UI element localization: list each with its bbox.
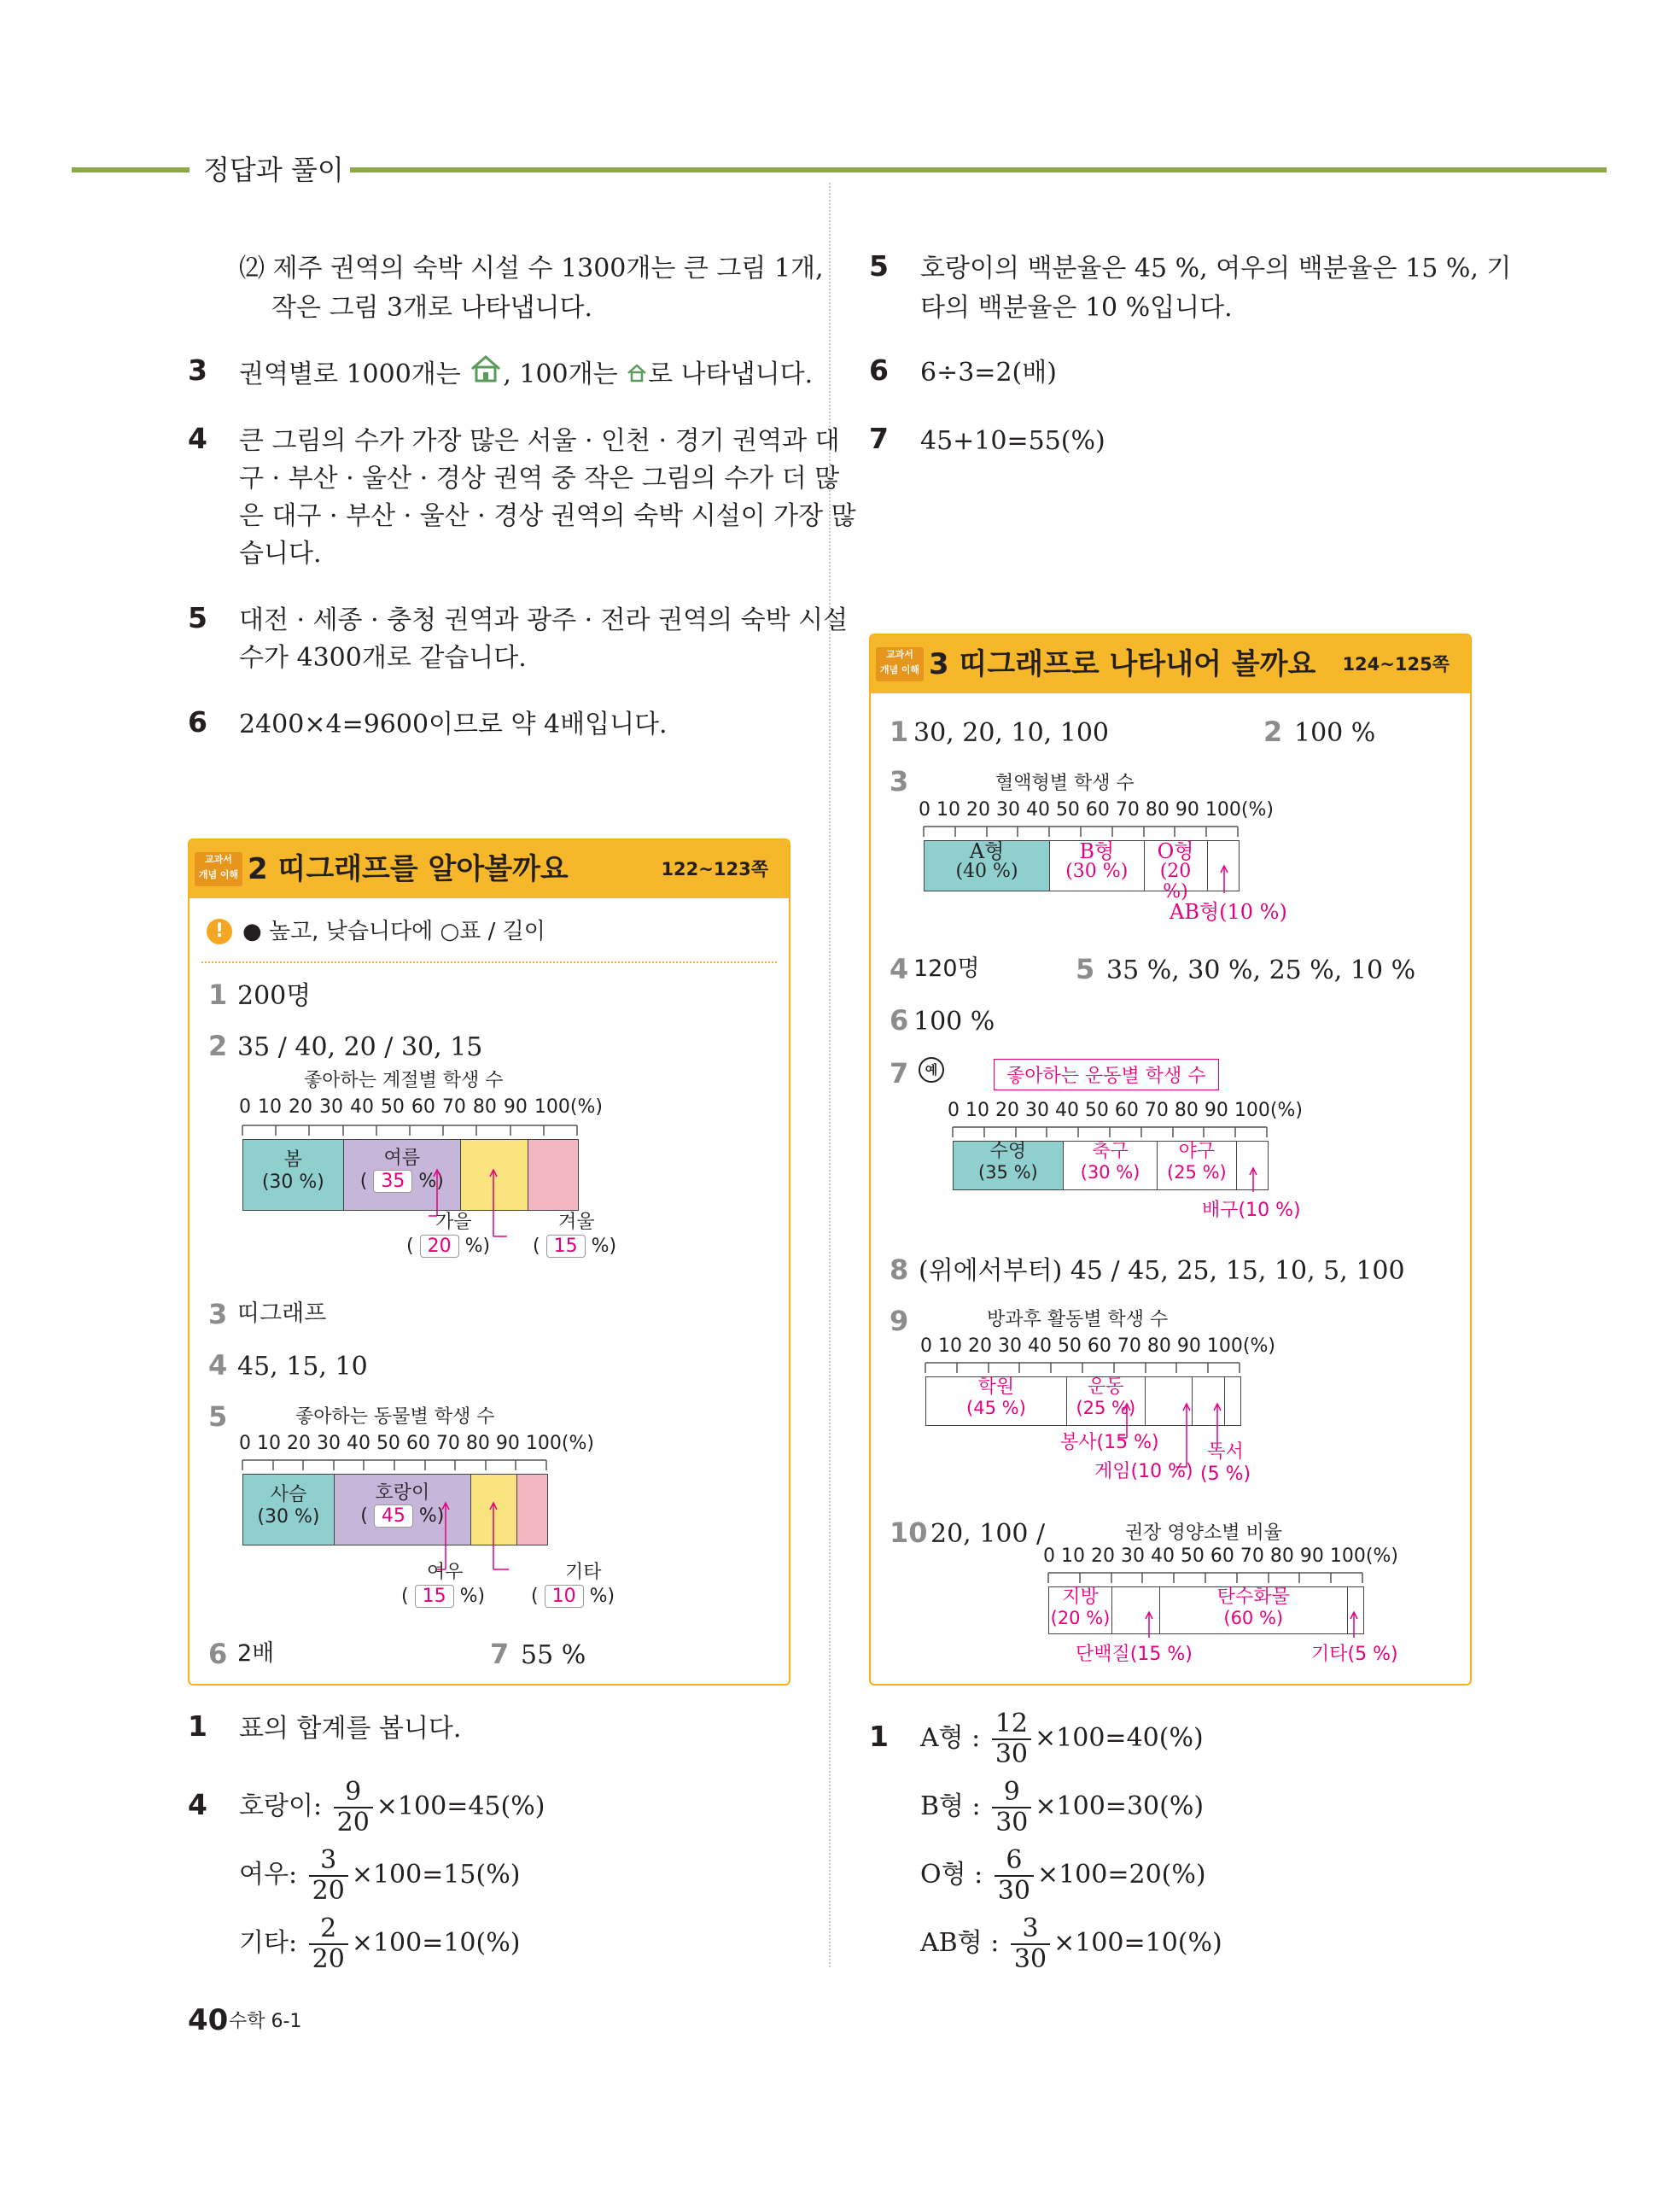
concept-box-3-title: 3 띠그래프로 나타내어 볼까요 bbox=[929, 647, 1316, 681]
chart3-seg-o bbox=[1145, 839, 1208, 903]
solr1-row4-fraction bbox=[1011, 1914, 1050, 1974]
chart3-arrow bbox=[1217, 862, 1234, 897]
chart6-seg-fat bbox=[1049, 1587, 1112, 1633]
page-number: 40 bbox=[188, 2003, 229, 2037]
chart4-seg3-value: (25 %) bbox=[1167, 1162, 1227, 1183]
box3-a5-number: 5 bbox=[1076, 953, 1095, 985]
chart2-seg2-label: 호랑이 bbox=[375, 1482, 430, 1504]
solution-r1-row4 bbox=[920, 1909, 1222, 1978]
box3-a8-number: 8 bbox=[890, 1253, 909, 1286]
solution-4-row2 bbox=[239, 1841, 520, 1909]
solr1-row4-den: 30 bbox=[1013, 1944, 1047, 1974]
answer-4-number: 4 bbox=[188, 422, 207, 455]
sol4-row1-num: 9 bbox=[334, 1778, 373, 1808]
box3-a10-number: 10 bbox=[890, 1516, 928, 1549]
box2-a7-number: 7 bbox=[490, 1638, 510, 1670]
footer-subject: 수학 6-1 bbox=[229, 2011, 302, 2032]
box3-a9-number: 9 bbox=[890, 1305, 909, 1337]
answer-r6-number: 6 bbox=[869, 353, 889, 387]
answer-4-line1: 큰 그림의 수가 가장 많은 서울 · 인천 · 경기 권역과 대 bbox=[239, 426, 840, 456]
chart2-ticks bbox=[239, 1457, 563, 1474]
sol4-row1-fraction bbox=[334, 1778, 373, 1838]
answer-3-text-a: 권역별로 1000개는 bbox=[239, 359, 461, 389]
sol4-row2-label: 여우: bbox=[239, 1860, 298, 1890]
chart5-seg-academy bbox=[926, 1377, 1067, 1425]
chart2-seg2-valuewrap: ( 45 %) bbox=[360, 1505, 445, 1527]
chart4-seg-soccer bbox=[1064, 1142, 1158, 1189]
box2-a2-text: 35 / 40, 20 / 30, 15 bbox=[237, 1032, 483, 1062]
box3-a7-number: 7 bbox=[890, 1057, 909, 1090]
chart1-seg1-label: 봄 bbox=[283, 1149, 302, 1171]
answer-2-2-line2: 작은 그림 3개로 나타냅니다. bbox=[271, 293, 593, 323]
box2-a6-text: 2배 bbox=[237, 1640, 275, 1667]
answer-4-line4: 습니다. bbox=[239, 539, 322, 569]
answer-r5-number: 5 bbox=[869, 249, 889, 283]
chart4-scale: 0 10 20 30 40 50 60 70 80 90 100(%) bbox=[948, 1100, 1303, 1121]
example-mark: 예 bbox=[919, 1057, 944, 1083]
chart4-title: 좋아하는 운동별 학생 수 bbox=[994, 1059, 1219, 1090]
box3-a4-text: 120명 bbox=[913, 955, 980, 982]
note-divider bbox=[201, 961, 777, 963]
solr1-row2-label: B형 : bbox=[920, 1791, 981, 1821]
chart6-seg1-label: 지방 bbox=[1062, 1586, 1099, 1608]
chart4-seg1-value: (35 %) bbox=[978, 1162, 1038, 1183]
answer-4-line2: 구 · 부산 · 울산 · 경상 권역 중 작은 그림의 수가 더 많 bbox=[239, 464, 840, 494]
chart2-fox-label: 여우 bbox=[427, 1562, 464, 1583]
chart2-scale: 0 10 20 30 40 50 60 70 80 90 100(%) bbox=[239, 1433, 594, 1454]
solr1-row2-den: 30 bbox=[995, 1808, 1029, 1838]
concept-box-2 bbox=[188, 838, 790, 1686]
badge-line1: 교과서 bbox=[886, 649, 913, 660]
answer-5-line1: 대전 · 세종 · 충청 권역과 광주 · 전라 권역의 숙박 시설 bbox=[239, 605, 849, 635]
answer-6-number: 6 bbox=[188, 705, 207, 739]
answer-4-line3: 은 대구 · 부산 · 울산 · 경상 권역의 숙박 시설이 가장 많 bbox=[239, 501, 856, 531]
box3-a3-number: 3 bbox=[890, 765, 909, 798]
answer-r7-text: 45+10=55(%) bbox=[920, 426, 1105, 456]
chart1-seg1-value: (30 %) bbox=[261, 1171, 324, 1193]
concept-box-3 bbox=[869, 634, 1472, 1686]
chart4-volleyball-label: 배구(10 %) bbox=[1202, 1200, 1301, 1221]
sol4-row3-fraction bbox=[309, 1914, 348, 1974]
answer-r5-line2: 타의 백분율은 10 %입니다. bbox=[920, 293, 1233, 323]
solr1-row2-fraction bbox=[992, 1778, 1031, 1838]
chart1-winter-answer: 15 bbox=[546, 1235, 586, 1258]
chart3-seg1-label: A형 bbox=[969, 839, 1005, 863]
chart3-seg2-label: B형 bbox=[1079, 839, 1115, 863]
chart1-seg-spring bbox=[243, 1140, 344, 1210]
solr1-row1-num: 12 bbox=[992, 1709, 1031, 1740]
concept-box-2-pages: 122~123쪽 bbox=[661, 859, 768, 879]
box2-a3-text: 띠그래프 bbox=[237, 1300, 327, 1327]
answer-3-number: 3 bbox=[188, 353, 207, 387]
box3-a2-text: 100 % bbox=[1294, 718, 1376, 748]
solr1-row3-num: 6 bbox=[995, 1846, 1034, 1877]
solr1-row1-label: A형 : bbox=[920, 1723, 981, 1753]
big-house-icon bbox=[469, 359, 503, 389]
chart5-volunteer-label: 봉사(15 %) bbox=[1060, 1432, 1159, 1453]
chart5-reading-value: (5 %) bbox=[1200, 1464, 1251, 1485]
answer-6-text: 2400×4=9600이므로 약 4배입니다. bbox=[239, 710, 668, 739]
chart2-fox-answer: 15 bbox=[415, 1585, 454, 1608]
chart1-autumn-label: 가을 bbox=[435, 1212, 472, 1233]
chart3-seg1-value: (40 %) bbox=[955, 861, 1018, 882]
chart2-seg2-answer: 45 bbox=[374, 1504, 413, 1528]
chart1-autumn-answer: 20 bbox=[420, 1235, 459, 1258]
solution-4-number: 4 bbox=[188, 1788, 207, 1821]
answer-5-number: 5 bbox=[188, 601, 207, 634]
badge-line1: 교과서 bbox=[205, 854, 232, 865]
chart1-ticks bbox=[239, 1122, 598, 1139]
chart2-other-value: ( 10 %) bbox=[531, 1586, 615, 1607]
sol4-row2-rest: ×100=15(%) bbox=[351, 1860, 521, 1890]
sol4-row2-num: 3 bbox=[309, 1846, 348, 1877]
chart3-ab-label: AB형(10 %) bbox=[1170, 900, 1287, 924]
sol4-row1-rest: ×100=45(%) bbox=[376, 1791, 545, 1821]
chart5-seg1-label: 학원 bbox=[977, 1376, 1015, 1398]
chart2-seg1-value: (30 %) bbox=[257, 1506, 320, 1528]
chart1-scale: 0 10 20 30 40 50 60 70 80 90 100(%) bbox=[239, 1096, 603, 1118]
chart5-seg2-label: 운동 bbox=[1088, 1376, 1124, 1398]
solr1-row1-den: 30 bbox=[995, 1739, 1029, 1769]
chart4-seg1-label: 수영 bbox=[989, 1141, 1027, 1162]
chart3-bar bbox=[924, 839, 1240, 903]
box2-a4-text: 45, 15, 10 bbox=[237, 1352, 368, 1382]
sol4-row2-den: 20 bbox=[312, 1876, 345, 1906]
solr1-row1-rest: ×100=40(%) bbox=[1035, 1723, 1204, 1753]
answer-r6-text: 6÷3=2(배) bbox=[920, 358, 1057, 388]
chart4-seg2-label: 축구 bbox=[1092, 1141, 1129, 1162]
box3-a4-number: 4 bbox=[890, 953, 909, 985]
concept-box-3-pages: 124~125쪽 bbox=[1342, 654, 1450, 675]
answer-3-text-c: 로 나타냅니다. bbox=[648, 359, 814, 389]
sol4-row3-rest: ×100=10(%) bbox=[351, 1928, 521, 1958]
solr1-row3-rest: ×100=20(%) bbox=[1036, 1860, 1206, 1890]
chart4-ticks bbox=[949, 1124, 1291, 1141]
solution-r1-row1 bbox=[920, 1704, 1204, 1773]
box3-a10-text: 20, 100 / bbox=[930, 1519, 1046, 1549]
solution-1-number: 1 bbox=[188, 1709, 207, 1743]
sol4-row2-fraction bbox=[309, 1846, 348, 1906]
solution-1-text: 표의 합계를 봅니다. bbox=[239, 1714, 462, 1744]
textbook-badge bbox=[195, 852, 242, 886]
box2-a4-number: 4 bbox=[208, 1349, 228, 1382]
chart6-title: 권장 영양소별 비율 bbox=[1125, 1522, 1283, 1544]
chart2-title: 좋아하는 동물별 학생 수 bbox=[295, 1406, 495, 1428]
chart5-game-label: 게임(10 %) bbox=[1094, 1461, 1193, 1482]
solr1-row3-fraction bbox=[995, 1846, 1034, 1906]
badge-line2: 개념 이해 bbox=[198, 869, 239, 880]
answer-r5-line1: 호랑이의 백분율은 45 %, 여우의 백분율은 15 %, 기 bbox=[920, 254, 1512, 283]
chart5-seg2-value: (25 %) bbox=[1076, 1398, 1136, 1418]
chart2-other-label: 기타 bbox=[565, 1562, 602, 1583]
chart2-fox-value: ( 15 %) bbox=[401, 1586, 486, 1607]
badge-line2: 개념 이해 bbox=[879, 664, 920, 675]
chart3-seg3-label: O형 bbox=[1157, 839, 1194, 863]
box2-a2-number: 2 bbox=[208, 1030, 228, 1062]
chart3-seg2-value: (30 %) bbox=[1065, 861, 1129, 882]
chart3-ticks bbox=[920, 823, 1262, 840]
exclamation-icon: ! bbox=[207, 919, 232, 944]
chart6-arrows bbox=[1140, 1609, 1380, 1643]
solution-r1-row2 bbox=[920, 1773, 1204, 1841]
chart2-other-answer: 10 bbox=[545, 1585, 584, 1608]
sol4-row3-den: 20 bbox=[312, 1944, 345, 1974]
chart6-seg1-value: (20 %) bbox=[1050, 1608, 1111, 1628]
sol4-row3-num: 2 bbox=[309, 1914, 348, 1945]
chart6-seg2-label: 탄수화물 bbox=[1216, 1586, 1290, 1608]
solr1-row2-rest: ×100=30(%) bbox=[1035, 1791, 1205, 1821]
chart4-seg-swim bbox=[954, 1142, 1064, 1189]
box3-a8-text: (위에서부터) 45 / 45, 25, 15, 10, 5, 100 bbox=[919, 1256, 1405, 1286]
chart5-scale: 0 10 20 30 40 50 60 70 80 90 100(%) bbox=[920, 1335, 1275, 1357]
solution-4-row1 bbox=[239, 1773, 545, 1841]
box2-a1-text: 200명 bbox=[237, 981, 312, 1011]
chart3-seg3-value: (20 %) bbox=[1159, 861, 1192, 903]
box2-a5-number: 5 bbox=[208, 1400, 228, 1433]
chart4-seg2-value: (30 %) bbox=[1080, 1162, 1140, 1183]
box2-a1-number: 1 bbox=[208, 979, 228, 1011]
sol4-row1-label: 호랑이: bbox=[239, 1791, 323, 1821]
solution-r1-number: 1 bbox=[869, 1720, 889, 1753]
box3-a5-text: 35 %, 30 %, 25 %, 10 % bbox=[1106, 955, 1416, 985]
box2-a3-number: 3 bbox=[208, 1298, 228, 1330]
concept-note: ● 높고, 낮습니다에 ○표 / 길이 bbox=[242, 919, 545, 944]
box3-a6-text: 100 % bbox=[913, 1007, 995, 1037]
box3-a6-number: 6 bbox=[890, 1004, 909, 1037]
answer-3-text-b: , 100개는 bbox=[503, 359, 618, 389]
solution-r1-row3 bbox=[920, 1841, 1206, 1909]
chart5-ticks bbox=[922, 1359, 1263, 1376]
header-rule-right bbox=[350, 167, 1607, 172]
chart6-other-label: 기타(5 %) bbox=[1311, 1644, 1398, 1665]
solr1-row3-den: 30 bbox=[997, 1876, 1030, 1906]
chart5-seg1-value: (45 %) bbox=[966, 1398, 1026, 1418]
solr1-row4-rest: ×100=10(%) bbox=[1053, 1928, 1222, 1958]
chart4-seg-baseball bbox=[1158, 1142, 1236, 1189]
chart5-reading-label bbox=[1200, 1441, 1251, 1486]
chart3-title: 혈액형별 학생 수 bbox=[995, 773, 1135, 794]
solr1-row2-num: 9 bbox=[992, 1778, 1031, 1808]
sol4-row1-den: 20 bbox=[336, 1808, 370, 1838]
small-house-icon bbox=[626, 359, 648, 389]
solr1-row4-num: 3 bbox=[1011, 1914, 1050, 1945]
chart6-protein-label: 단백질(15 %) bbox=[1076, 1644, 1193, 1665]
chart1-seg2-valuewrap: ( 35 %) bbox=[359, 1171, 444, 1192]
chart3-seg-a bbox=[925, 841, 1050, 891]
chart6-scale: 0 10 20 30 40 50 60 70 80 90 100(%) bbox=[1043, 1545, 1398, 1567]
answer-r7-number: 7 bbox=[869, 422, 889, 455]
chart6-seg2-value: (60 %) bbox=[1223, 1608, 1284, 1628]
textbook-badge bbox=[876, 647, 924, 681]
solr1-row1-fraction bbox=[992, 1709, 1031, 1769]
chart1-winter-label: 겨울 bbox=[558, 1212, 595, 1233]
page-title: 정답과 풀이 bbox=[203, 154, 344, 186]
chart1-seg2-label: 여름 bbox=[383, 1148, 421, 1169]
chart4-seg3-label: 야구 bbox=[1178, 1141, 1216, 1162]
chart2-seg1-label: 사슴 bbox=[270, 1484, 307, 1505]
chart3-scale: 0 10 20 30 40 50 60 70 80 90 100(%) bbox=[919, 799, 1274, 821]
sol4-row3-label: 기타: bbox=[239, 1928, 298, 1958]
chart3-seg-b bbox=[1050, 841, 1145, 891]
box3-a2-number: 2 bbox=[1263, 716, 1283, 748]
chart6-ticks bbox=[1045, 1569, 1386, 1586]
chart5-reading-name: 독서 bbox=[1207, 1441, 1244, 1463]
answer-3-text bbox=[239, 353, 813, 394]
box3-a1-text: 30, 20, 10, 100 bbox=[913, 718, 1109, 748]
chart4-arrow bbox=[1246, 1165, 1263, 1195]
solr1-row4-label: AB형 : bbox=[920, 1928, 1000, 1958]
header-rule-left bbox=[72, 167, 190, 172]
chart2-seg-deer bbox=[243, 1475, 335, 1545]
solr1-row3-label: O형 : bbox=[920, 1860, 983, 1890]
chart4-bar bbox=[953, 1141, 1269, 1190]
box3-a1-number: 1 bbox=[890, 716, 909, 748]
solution-4-row3 bbox=[239, 1909, 520, 1978]
chart1-seg2-answer: 35 bbox=[373, 1170, 412, 1193]
box2-a6-number: 6 bbox=[208, 1638, 228, 1670]
chart1-winter-value: ( 15 %) bbox=[533, 1236, 617, 1257]
box2-a7-text: 55 % bbox=[521, 1640, 586, 1670]
answer-2-2-line1: ⑵ 제주 권역의 숙박 시설 수 1300개는 큰 그림 1개, bbox=[239, 254, 824, 283]
answer-5-line2: 수가 4300개로 같습니다. bbox=[239, 643, 527, 673]
concept-box-2-title: 2 띠그래프를 알아볼까요 bbox=[248, 852, 569, 886]
chart1-autumn-value: ( 20 %) bbox=[406, 1236, 491, 1257]
chart5-title: 방과후 활동별 학생 수 bbox=[987, 1309, 1169, 1330]
chart1-title: 좋아하는 계절별 학생 수 bbox=[304, 1070, 504, 1091]
